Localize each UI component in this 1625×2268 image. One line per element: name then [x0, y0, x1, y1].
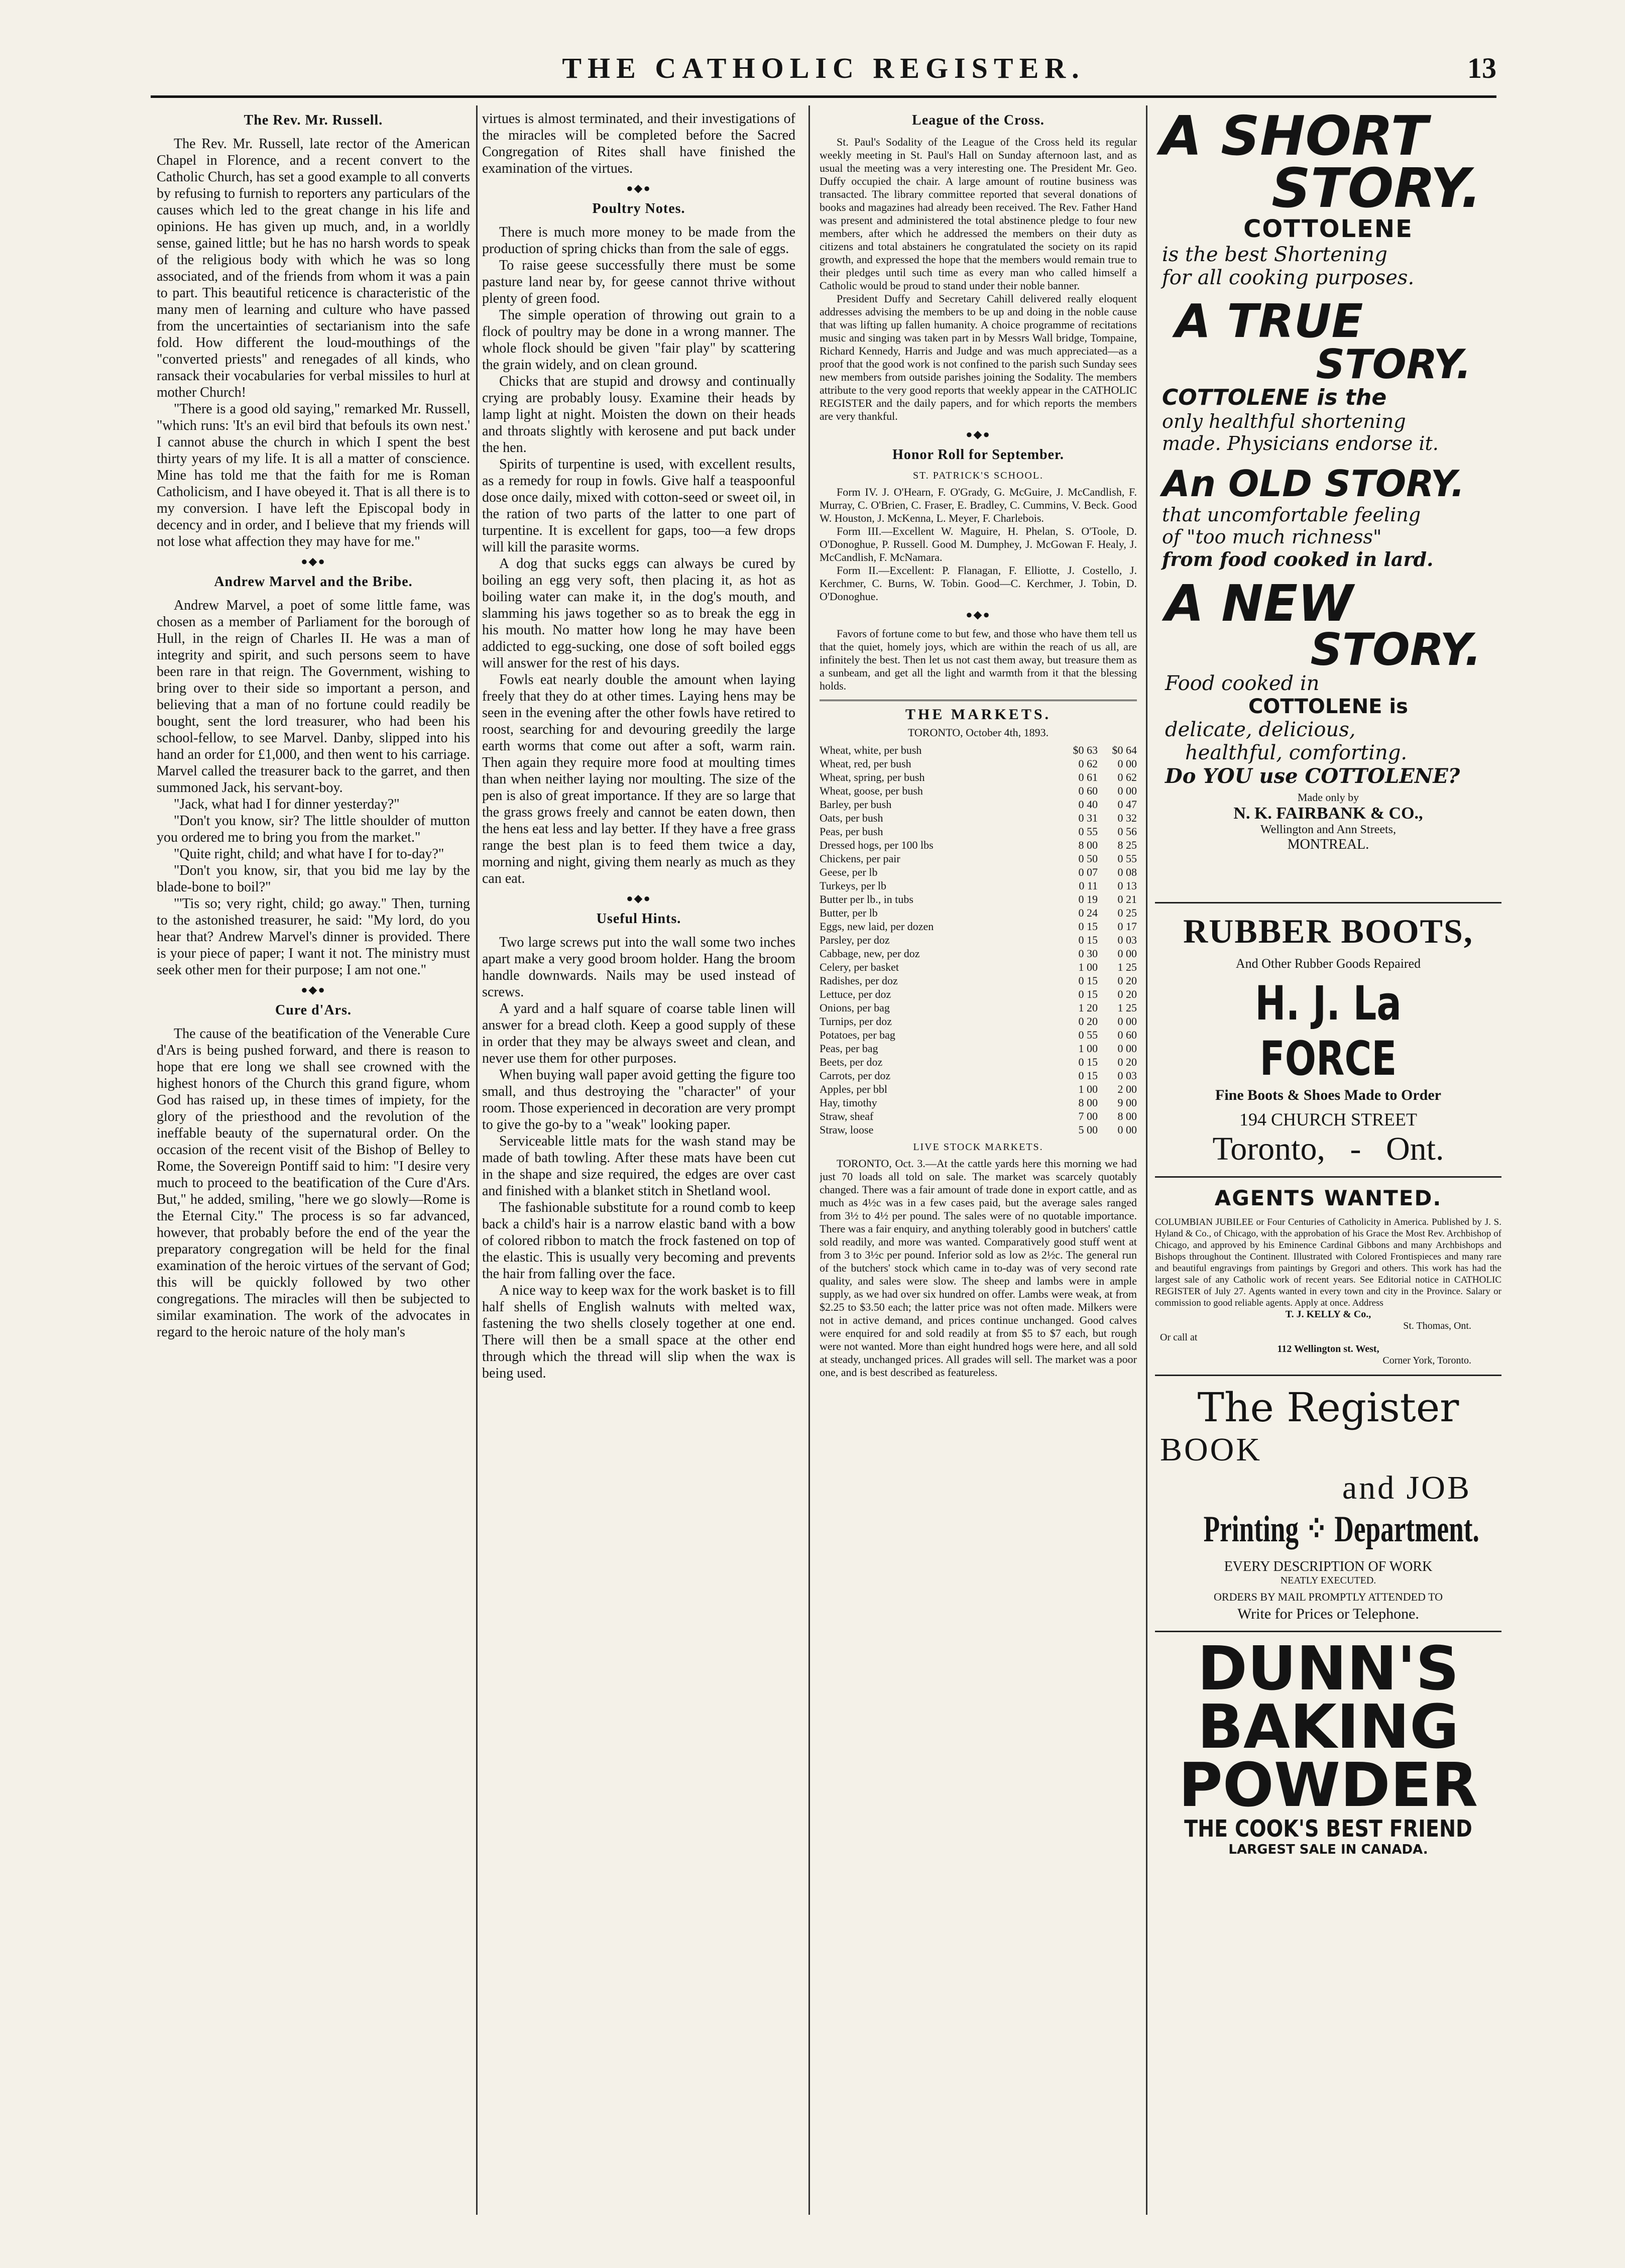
- market-item: Parsley, per doz: [820, 934, 890, 946]
- dunns-baking-powder-ad: [1155, 1634, 1501, 1857]
- market-row: [820, 960, 1137, 974]
- market-row: [820, 1028, 1137, 1042]
- paragraph: Two large screws put into the wall some two inches apart make a very good broom holder. Hang the broom handle downwards. Nails may be used instead of screws.: [482, 935, 795, 1000]
- ad-line: A SHORT: [1160, 110, 1428, 168]
- market-row: [820, 947, 1137, 960]
- market-price: 2 00: [1117, 1083, 1137, 1095]
- market-price: 0 00: [1117, 757, 1137, 770]
- ad-line: A TRUE: [1175, 294, 1363, 348]
- ad-line: and JOB: [1342, 1469, 1471, 1506]
- paragraph: Form II.—Excellent: P. Flanagan, F. Elliotte, J. Costello, J. Kerchmer, C. Burns, W. Tobin. Good—C. Kerchmer, J. Tobin, D. O'Donoghue.: [820, 564, 1137, 603]
- paragraph: virtues is almost terminated, and their investigations of the miracles will be completed before the Sacred Congregation of Rites shall have finished the examination of the virtues.: [482, 111, 795, 176]
- ad-line: POWDER: [1178, 1751, 1478, 1821]
- market-item: Radishes, per doz: [820, 974, 898, 987]
- market-row: [820, 1123, 1137, 1137]
- market-price: 8 00: [1117, 1110, 1137, 1122]
- paragraph: "There is a good old saying," remarked Mr. Russell, "which runs: 'It's an evil bird that befouls its own nest.' I cannot abuse the church in which I spent the best thirty years of my life. It is all a matter of conscience. Mine has told me that the faith for me is Roman Catholicism, and I have obeyed it. That is all there is to my conversion. I have left the Episcopal body in decency and in order, and I believe that my friends will not lose what affection they may have for me.": [157, 401, 470, 549]
- market-item: Peas, per bag: [820, 1042, 878, 1055]
- market-row: [820, 743, 1137, 757]
- paragraph: The cause of the beatification of the Venerable Cure d'Ars is being pushed forward, and there is reason to hope that ere long we shall see crowned with the highest honors of the Church this grand figure, whom God has raised up, in these times of impiety, for the glory of the priesthood and the revolution of the ineffable beauty of the supernatural order. On the occasion of the recent visit of the Bishop of Belley to Rome, the Sovereign Pontiff said to him: "I desire very much to proceed to the beatification of the Cure d'Ars. But," he added, smiling, "here we go slowly—Rome is the Eternal City." The process is so far advanced, however, that probably before the end of the year the preparatory congregation will be held for the final examination of the heroic virtues of the servant of God; this will be quickly followed by two other congregations. The miracles will then be subjected to similar examination. The work of the advocates in regard to the heroic nature of the holy man's: [157, 1026, 470, 1340]
- market-price: 0 11: [1079, 879, 1098, 892]
- article-heading-hints: Useful Hints.: [596, 911, 681, 927]
- market-price: 0 24: [1078, 906, 1098, 919]
- market-price: 0 03: [1117, 1069, 1137, 1082]
- market-row: [820, 865, 1137, 879]
- market-price: 1 25: [1117, 961, 1137, 973]
- ad-line: Do YOU use COTTOLENE?: [1165, 764, 1460, 788]
- market-price: 8 00: [1078, 1096, 1098, 1109]
- ad-line: ORDERS BY MAIL PROMPTLY ATTENDED TO: [1214, 1591, 1443, 1603]
- ad-line: H. J. La FORCE: [1255, 976, 1402, 1086]
- paragraph: Chicks that are stupid and drowsy and continually crying are probably lousy. Examine their heads by lamp light at night. Moisten the down on their heads and throats slightly with kerosene and put back under the hen.: [482, 374, 795, 456]
- ad-line: An OLD STORY.: [1162, 463, 1465, 505]
- masthead: [151, 36, 1496, 96]
- ad-line: RUBBER BOOTS,: [1183, 912, 1473, 950]
- market-price: 0 20: [1117, 988, 1137, 1000]
- market-price: 0 55: [1078, 825, 1098, 838]
- market-row: [820, 757, 1137, 770]
- market-price: 5 00: [1078, 1123, 1098, 1136]
- ad-line: COTTOLENE is: [1248, 695, 1408, 718]
- ad-line: AGENTS WANTED.: [1214, 1186, 1442, 1210]
- market-price: 1 00: [1078, 1083, 1098, 1095]
- market-item: Cabbage, new, per doz: [820, 947, 920, 960]
- market-item: Chickens, per pair: [820, 852, 900, 865]
- paragraph: Andrew Marvel, a poet of some little fame, was chosen as a member of Parliament for the borough of Hull, in the reign of Charles II. He was a man of integrity and spirit, and such persons seem to have been rare in that reign. The Government, wishing to bring over to their side so important a person, and believing that a man of no fortune could readily be bought, sent the lord treasurer, who had been his school-fellow, to see Marvel. Danby, slipped into his hand an order for £1,000, and then went to his carriage. Marvel called the treasurer back to the garret, and then summoned Jack, his servant-boy.: [157, 598, 470, 796]
- ad-line: is the best Shortening: [1162, 243, 1387, 266]
- market-price: 0 19: [1078, 893, 1098, 905]
- market-row: [820, 852, 1137, 865]
- paragraph: A dog that sucks eggs can always be cured by boiling an egg very soft, then placing it, as hot as boiling water can make it, in the dog's mouth, and slamming his jaws together so as to break the egg in his mouth. No matter how long he may have been addicted to egg-sucking, one dose of soft boiled eggs will answer for the rest of his days.: [482, 556, 795, 671]
- ornament-divider: ●◆●: [626, 182, 651, 194]
- market-price: 0 00: [1117, 1015, 1137, 1028]
- paragraph: Form IV. J. O'Hearn, F. O'Grady, G. McGuire, J. McCandlish, F. Murray, C. O'Brien, C. Fraser, E. Bradley, C. Cummins, V. Beck. Good W. Houston, J. McKenna, L. Meyer, F. Charlebois.: [820, 486, 1137, 524]
- ad-line: DUNN'S: [1197, 1634, 1459, 1704]
- column-divider: [1146, 105, 1147, 2215]
- paragraph: A nice way to keep wax for the work basket is to fill half shells of English walnuts with melted wax, fastening the two shells closely together at one end. There will then be a small space at the other end through which the thread will slip when the wax is being used.: [482, 1283, 795, 1381]
- ad-line: Printing: [1203, 1509, 1299, 1550]
- column-1: [157, 110, 470, 2215]
- register-print-ad: [1155, 1384, 1501, 1623]
- market-price: 0 00: [1117, 1042, 1137, 1055]
- ad-line: Wellington and Ann Streets,: [1260, 823, 1397, 836]
- paragraph: The Rev. Mr. Russell, late rector of the American Chapel in Florence, and a recent convert to the Catholic Church, has set a good example to all converts by refusing to furnish to reporters any particulars of the causes which led to the great change in his life and opinions. He has given up much, and, in a worldly sense, gained little; but he has no harsh words to speak of the religious body with which he was so long associated, and of the friends from whom it was a pain to part. This beautiful reticence is characteristic of the many men of learning and culture who have passed from the uncertainties of sectarianism into the safe fold. How different the loud-mouthings of the "converted priests" and renegades of all kinds, who ransack their vocabularies for verbal missiles to hurl at mother Church!: [157, 136, 470, 400]
- paragraph: St. Paul's Sodality of the League of the Cross held its regular weekly meeting in St. Paul's Hall on Sunday afternoon last, and as usual the meeting was a very interesting one. The President Mr. Geo. Duffy occupied the chair. A large amount of routine business was transacted. The library committee reported that several donations of books and magazines had already been received. The Rev. Father Hand was present and administered the total abstinence pledge to four new members, after which he addressed the members on their duty as citizens and total abstainers he congratulated the society on its rapid growth, and expressed the hope that the members would remain true to their pledges until such time as every man who called himself a Catholic would be proud to stand under their noble banner.: [820, 136, 1137, 292]
- market-price: 8 00: [1078, 839, 1098, 851]
- market-row: [820, 892, 1137, 906]
- market-item: Straw, sheaf: [820, 1110, 874, 1122]
- market-price: 0 15: [1078, 974, 1098, 987]
- ad-line: BAKING: [1197, 1692, 1459, 1762]
- market-price: 0 60: [1078, 784, 1098, 797]
- market-price: 0 21: [1117, 893, 1137, 905]
- market-item: Hay, timothy: [820, 1096, 877, 1109]
- paragraph: A yard and a half square of coarse table linen will answer for a bread cloth. Keep a good supply of these in order that they may be always sweet and clean, and never use them for other purposes.: [482, 1001, 795, 1066]
- column-divider: [476, 105, 478, 2215]
- paragraph: Fowls eat nearly double the amount when laying freely that they do at other times. Laying hens may be seen in the evening after the other fowls have retired to roost, searching for and devouring greedily the large earth worms that come out after a soft, warm rain. Then again they require more food at moulting times than when neither laying nor moulting. The size of the pen is also of great importance. If they are so large that the grass grows freely and cannot be eaten down, then the hens eat less and lay better. If they have a free grass range the best plan is to feed them twice a day, morning and night, giving them nearly as much as they can eat.: [482, 672, 795, 886]
- ad-line: THE COOK'S BEST FRIEND: [1184, 1815, 1472, 1842]
- live-stock-heading: LIVE STOCK MARKETS.: [913, 1142, 1043, 1153]
- ad-line: And Other Rubber Goods Repaired: [1235, 956, 1421, 971]
- ad-line: Or call at: [1160, 1332, 1198, 1343]
- market-price: 9 00: [1117, 1096, 1137, 1109]
- paragraph: Favors of fortune come to but few, and those who have them tell us that the quiet, homely joys, which are within the reach of us all, are infinitely the best. Then let us not cast them away, but treasure them as a sunbeam, and get all the light and warmth from it that the blessing holds.: [820, 627, 1137, 692]
- ad-line: healthful, comforting.: [1185, 741, 1408, 764]
- ad-line: STORY.: [1271, 157, 1481, 220]
- article-heading-poultry: Poultry Notes.: [592, 201, 685, 216]
- market-price: 0 15: [1078, 920, 1098, 933]
- ad-line: for all cooking purposes.: [1162, 266, 1415, 289]
- market-price: 0 55: [1078, 1029, 1098, 1041]
- ad-line: BOOK: [1160, 1431, 1262, 1468]
- ornament-divider: ●◆●: [966, 428, 991, 440]
- market-item: Wheat, red, per bush: [820, 757, 911, 770]
- market-price: 0 40: [1078, 798, 1098, 811]
- market-price: 0 20: [1117, 974, 1137, 987]
- paragraph: "'Tis so; very right, child; go away." Then, turning to the astonished treasurer, he said: "My lord, do you hear that? Andrew Marvel's dinner is provided. There is your piece of paper; I want it not. The ministry must seek other men for their purpose; I am not one.": [157, 896, 470, 978]
- paragraph: The fashionable substitute for a round comb to keep back a child's hair is a narrow elastic band with a bow of colored ribbon to match the frock fastened on top of the elastic. This is usually very becoming and prevents the hair from falling over the face.: [482, 1200, 795, 1282]
- ad-line: that uncomfortable feeling: [1162, 504, 1421, 526]
- market-price: 0 62: [1078, 757, 1098, 770]
- market-item: Peas, per bush: [820, 825, 883, 838]
- market-item: Turnips, per doz: [820, 1015, 892, 1028]
- paragraph: The simple operation of throwing out grain to a flock of poultry may be done in a wrong manner. The whole flock should be given "fair play" by scattering the grain widely, and on clean ground.: [482, 307, 795, 373]
- paragraph: "Don't you know, sir? The little shoulder of mutton you ordered me to bring you from the market.": [157, 813, 470, 845]
- paragraph: COLUMBIAN JUBILEE or Four Centuries of Catholicity in America. Published by J. S. Hyland & Co., of Chicago, with the approbation of his Grace the Most Rev. Archbishop of Chicago, and approved by his Eminence Cardinal Gibbons and many Archbishops and Bishops throughout the Continent. Illustrated with Colored Frontispieces and many rare and beautiful engravings from paintings by Gregori and others. This work has had the largest sale of any Catholic work of recent years. See Editorial notice in CATHOLIC REGISTER of July 27. Agents wanted in every town and city in the Province. Salary or commission to good reliable agents. Apply at once. Address: [1155, 1217, 1501, 1308]
- market-price: 0 50: [1078, 852, 1098, 865]
- column-3: [820, 110, 1137, 2215]
- paragraph: There is much more money to be made from the production of spring chicks than from the sale of eggs.: [482, 224, 795, 257]
- markets-date: TORONTO, October 4th, 1893.: [907, 726, 1049, 739]
- ad-line: EVERY DESCRIPTION OF WORK: [1224, 1559, 1433, 1574]
- market-price: 0 31: [1078, 812, 1098, 824]
- market-price: 0 30: [1078, 947, 1098, 960]
- market-row: [820, 1109, 1137, 1123]
- market-price: 1 00: [1078, 1042, 1098, 1055]
- paragraph: President Duffy and Secretary Cahill delivered really eloquent addresses advising the members to be up and doing in the noble cause that was lifting up fallen humanity. A choice programme of recitations music and singing was taken part in by Messrs Wall bridge, Tompaine, Richard Kennedy, Harris and Judge and was much appreciated—as a proof that the good work is not confined to the parish such Sunday sees new members from outside parishes joining the Sodality. The members attribute to the very good reports that weekly appear in the CATHOLIC REGISTER and the daily papers, and for which reports the members are very thankful.: [820, 292, 1137, 422]
- market-item: Carrots, per doz: [820, 1069, 891, 1082]
- newspaper-title: THE CATHOLIC REGISTER.: [562, 52, 1085, 84]
- market-price: 0 15: [1078, 1056, 1098, 1068]
- ad-line: Write for Prices or Telephone.: [1237, 1606, 1419, 1622]
- market-item: Barley, per bush: [820, 798, 892, 811]
- column-2: [482, 110, 795, 2215]
- market-price: 0 15: [1078, 988, 1098, 1000]
- ad-line: STORY.: [1310, 624, 1481, 675]
- ad-line: Department.: [1334, 1509, 1479, 1550]
- ad-line: made. Physicians endorse it.: [1162, 432, 1439, 455]
- ad-line: Made only by: [1297, 791, 1359, 804]
- article-heading-ars: Cure d'Ars.: [275, 1002, 352, 1018]
- market-row: [820, 987, 1137, 1001]
- paragraph: To raise geese successfully there must be some pasture land near by, for geese cannot thrive without plenty of green food.: [482, 258, 795, 306]
- market-item: Butter per lb., in tubs: [820, 893, 913, 905]
- market-row: [820, 974, 1137, 987]
- market-price: 0 00: [1117, 1123, 1137, 1136]
- market-row: [820, 879, 1137, 892]
- market-row: [820, 906, 1137, 920]
- market-price: 7 00: [1078, 1110, 1098, 1122]
- market-row: [820, 1082, 1137, 1096]
- article-heading-russell: The Rev. Mr. Russell.: [244, 112, 383, 128]
- ad-line: delicate, delicious,: [1165, 718, 1356, 741]
- article-heading-league: League of the Cross.: [912, 112, 1044, 128]
- market-item: Geese, per lb: [820, 866, 878, 878]
- double-rule: [820, 700, 1137, 701]
- ad-line: Corner York, Toronto.: [1382, 1355, 1471, 1366]
- market-item: Dressed hogs, per 100 lbs: [820, 839, 934, 851]
- market-row: [820, 933, 1137, 947]
- market-item: Turkeys, per lb: [820, 879, 887, 892]
- market-item: Straw, loose: [820, 1123, 874, 1136]
- market-item: Onions, per bag: [820, 1001, 890, 1014]
- cottolene-ad: [1155, 110, 1501, 894]
- market-price: 0 07: [1078, 866, 1098, 878]
- market-price: 0 56: [1117, 825, 1137, 838]
- ad-line: MONTREAL.: [1287, 837, 1369, 852]
- school-subheading: ST. PATRICK'S SCHOOL.: [912, 470, 1044, 481]
- ornament-divider: ●◆●: [626, 892, 651, 904]
- ad-line: St. Thomas, Ont.: [1403, 1320, 1471, 1331]
- market-price: 0 03: [1117, 934, 1137, 946]
- paragraph: "Don't you know, sir, that you bid me lay by the blade-bone to boil?": [157, 863, 470, 895]
- market-price: 0 15: [1078, 934, 1098, 946]
- page-number: 13: [1467, 52, 1496, 84]
- market-price: 0 00: [1117, 784, 1137, 797]
- market-row: [820, 1069, 1137, 1082]
- market-price: $0 63: [1073, 744, 1098, 756]
- market-price: 0 62: [1117, 771, 1137, 783]
- ad-line: STORY.: [1316, 341, 1471, 388]
- agents-ad: [1155, 1186, 1501, 1367]
- markets-table: [820, 743, 1137, 1137]
- ad-divider: [1155, 1375, 1501, 1376]
- market-price: 0 00: [1117, 947, 1137, 960]
- ad-line: Food cooked in: [1165, 672, 1320, 695]
- market-price: $0 64: [1112, 744, 1137, 756]
- market-item: Wheat, white, per bush: [820, 744, 922, 756]
- market-item: Wheat, goose, per bush: [820, 784, 923, 797]
- paragraph: Form III.—Excellent W. Maguire, H. Phelan, S. O'Toole, D. O'Donoghue, P. Russell. Good M. Dumphey, J. McGowan F. Healy, J. McCandlish, F. McNamara.: [820, 525, 1137, 563]
- ad-line: LARGEST SALE IN CANADA.: [1228, 1842, 1428, 1857]
- rubber-boots-ad: [1155, 912, 1501, 1168]
- market-item: Oats, per bush: [820, 812, 883, 824]
- article-heading-honor: Honor Roll for September.: [892, 447, 1064, 463]
- ad-line: NEATLY EXECUTED.: [1280, 1575, 1376, 1586]
- ad-line: 194 CHURCH STREET: [1239, 1109, 1418, 1129]
- market-row: [820, 1096, 1137, 1109]
- ad-line: only healthful shortening: [1162, 410, 1406, 432]
- market-price: 0 47: [1117, 798, 1137, 811]
- ad-line: of "too much richness": [1162, 526, 1382, 548]
- market-row: [820, 1014, 1137, 1028]
- market-price: 0 13: [1117, 879, 1137, 892]
- market-item: Potatoes, per bag: [820, 1029, 895, 1041]
- ad-line: N. K. FAIRBANK & CO.,: [1233, 804, 1423, 823]
- ad-divider: [1155, 1631, 1501, 1632]
- paragraph: TORONTO, Oct. 3.—At the cattle yards here this morning we had just 70 loads all told on sale. The market was scarcely quotably changed. There was a fair amount of trade done in export cattle, and as much as 4½c was in a few cases paid, but the average sales ranged from 3½ to 4½ per pound. The sales were of no quotable importance. There was a fair enquiry, and anything tolerably good in butchers' cattle sold readily, and more was wanted. Comparatively good stuff went at from 3 to 3½c per pound. Inferior sold as low as 2½c. The general run of the butchers' stock which came in to-day was of very second rate quality, and sales were slow. The sheep and lambs were in ample supply, as we had over six hundred on offer. Lambs were weak, at from $2.25 to $3.50 each; the latter price was not often made. Milkers were not in active demand, and prices continue unchanged. Good calves were enquired for and sold readily at from $5 to $7 each, but rough were not wanted. More than eight hundred hogs were here, and all sold at steady, unchanged prices. All grades will sell. The market was a poor one, and is best described as featureless.: [820, 1157, 1137, 1379]
- ad-line: COTTOLENE is the: [1162, 385, 1387, 410]
- market-price: 1 20: [1078, 1001, 1098, 1014]
- market-price: 0 25: [1117, 906, 1137, 919]
- market-row: [820, 920, 1137, 933]
- paragraph: Serviceable little mats for the wash stand may be made of bath towling. After these mats have been cut in the shape and size required, the edges are over cast and finished with a blanket stitch in Shetland wool.: [482, 1133, 795, 1199]
- market-row: [820, 838, 1137, 852]
- ad-line: COTTOLENE: [1243, 215, 1413, 243]
- market-row: [820, 784, 1137, 798]
- market-item: Wheat, spring, per bush: [820, 771, 925, 783]
- ad-line: T. J. KELLY & Co.,: [1285, 1309, 1371, 1320]
- market-price: 0 17: [1117, 920, 1137, 933]
- ornament-divider: ●◆●: [301, 983, 326, 996]
- market-price: 0 15: [1078, 1069, 1098, 1082]
- market-price: 0 60: [1117, 1029, 1137, 1041]
- column-4-advertisements: [1155, 110, 1501, 2215]
- market-price: 0 08: [1117, 866, 1137, 878]
- markets-title: THE MARKETS.: [905, 706, 1052, 723]
- paragraph: "Quite right, child; and what have I for to-day?": [174, 846, 444, 862]
- market-row: [820, 770, 1137, 784]
- market-price: 0 20: [1117, 1056, 1137, 1068]
- paragraph: "Jack, what had I for dinner yesterday?": [174, 797, 400, 812]
- market-price: 1 25: [1117, 1001, 1137, 1014]
- market-item: Lettuce, per doz: [820, 988, 891, 1000]
- market-item: Celery, per basket: [820, 961, 899, 973]
- column-divider: [808, 105, 810, 2215]
- market-item: Apples, per bbl: [820, 1083, 888, 1095]
- ad-line: A NEW: [1165, 574, 1353, 633]
- market-item: Beets, per doz: [820, 1056, 883, 1068]
- market-row: [820, 825, 1137, 838]
- article-heading-marvel: Andrew Marvel and the Bribe.: [214, 574, 413, 590]
- ad-divider: [1155, 902, 1501, 903]
- market-item: Eggs, new laid, per dozen: [820, 920, 934, 933]
- ad-line: Fine Boots & Shoes Made to Order: [1215, 1087, 1441, 1103]
- ad-line: 112 Wellington st. West,: [1277, 1343, 1379, 1354]
- market-price: 8 25: [1117, 839, 1137, 851]
- ornament-divider: ●◆●: [301, 555, 326, 568]
- market-price: 0 61: [1078, 771, 1098, 783]
- ad-line: The Register: [1197, 1384, 1459, 1431]
- market-row: [820, 798, 1137, 811]
- paragraph: Spirits of turpentine is used, with excellent results, as a remedy for roup in fowls. Give half a teaspoonful dose once daily, mixed with cotton-seed or sweet oil, in the ration of two parts of the latter to one part of turpentine. It is excellent for gaps, too—a few drops will kill the parasite worms.: [482, 457, 795, 555]
- market-row: [820, 1001, 1137, 1014]
- market-price: 0 32: [1117, 812, 1137, 824]
- market-row: [820, 811, 1137, 825]
- ad-line: from food cooked in lard.: [1162, 548, 1434, 571]
- masthead-rule: [151, 95, 1496, 98]
- ornament-divider: ●◆●: [966, 608, 991, 621]
- market-row: [820, 1042, 1137, 1055]
- market-row: [820, 1055, 1137, 1069]
- printing-department-line: Printing ⁘ Department.: [1203, 1509, 1479, 1550]
- ad-divider: [1155, 1176, 1501, 1178]
- ad-line: Toronto, - Ont.: [1212, 1130, 1444, 1167]
- market-item: Butter, per lb: [820, 906, 878, 919]
- market-price: 0 55: [1117, 852, 1137, 865]
- paragraph: When buying wall paper avoid getting the figure too small, and thus destroying the "character" of your room. Those experienced in decoration are very prompt to give the go-by to a "weak" looking paper.: [482, 1067, 795, 1132]
- market-price: 0 20: [1078, 1015, 1098, 1028]
- market-price: 1 00: [1078, 961, 1098, 973]
